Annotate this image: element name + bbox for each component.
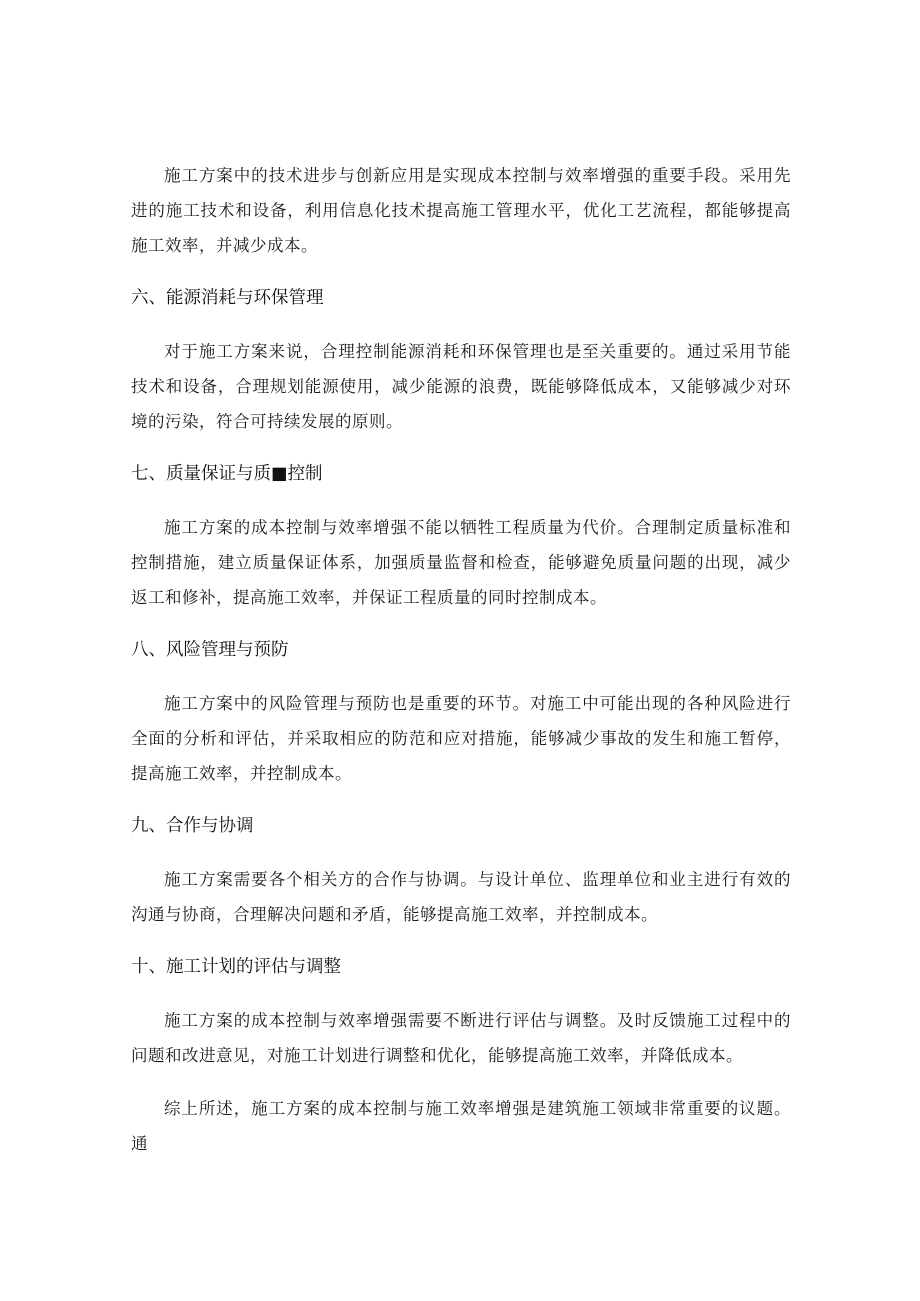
section-paragraph-9: 施工方案需要各个相关方的合作与协调。与设计单位、监理单位和业主进行有效的沟通与协商，合理解决问题和矛盾，能够提高施工效率，并控制成本。: [131, 870, 791, 924]
document-body: [131, 158, 791, 1161]
section-paragraph-8: 施工方案中的风险管理与预防也是重要的环节。对施工中可能出现的各种风险进行全面的分析和评估，并采取相应的防范和应对措施，能够减少事故的发生和施工暂停，提高施工效率，并控制成本。: [131, 694, 791, 783]
section-heading-10: 十、施工计划的评估与调整: [131, 957, 341, 977]
section-heading-8: 八、风险管理与预防: [131, 640, 289, 660]
section-heading-7: 七、质量保证与质■控制: [131, 464, 323, 484]
intro-paragraph: 施工方案中的技术进步与创新应用是实现成本控制与效率增强的重要手段。采用先进的施工技术和设备，利用信息化技术提高施工管理水平，优化工艺流程，都能够提高施工效率，并减少成本。: [131, 166, 791, 255]
section-heading-6: 六、能源消耗与环保管理: [131, 288, 324, 308]
section-paragraph-6: 对于施工方案来说，合理控制能源消耗和环保管理也是至关重要的。通过采用节能技术和设备，合理规划能源使用，减少能源的浪费，既能够降低成本，又能够减少对环境的污染，符合可持续发展的原则。: [131, 342, 791, 431]
section-heading-9: 九、合作与协调: [131, 816, 254, 836]
closing-paragraph: 综上所述，施工方案的成本控制与施工效率增强是建筑施工领域非常重要的议题。通: [131, 1099, 791, 1153]
section-paragraph-7: 施工方案的成本控制与效率增强不能以牺牲工程质量为代价。合理制定质量标准和控制措施，建立质量保证体系，加强质量监督和检查，能够避免质量问题的出现，减少返工和修补，提高施工效率，并保证工程质量的同时控制成本。: [131, 518, 791, 607]
section-paragraph-10: 施工方案的成本控制与效率增强需要不断进行评估与调整。及时反馈施工过程中的问题和改进意见，对施工计划进行调整和优化，能够提高施工效率，并降低成本。: [131, 1011, 791, 1065]
